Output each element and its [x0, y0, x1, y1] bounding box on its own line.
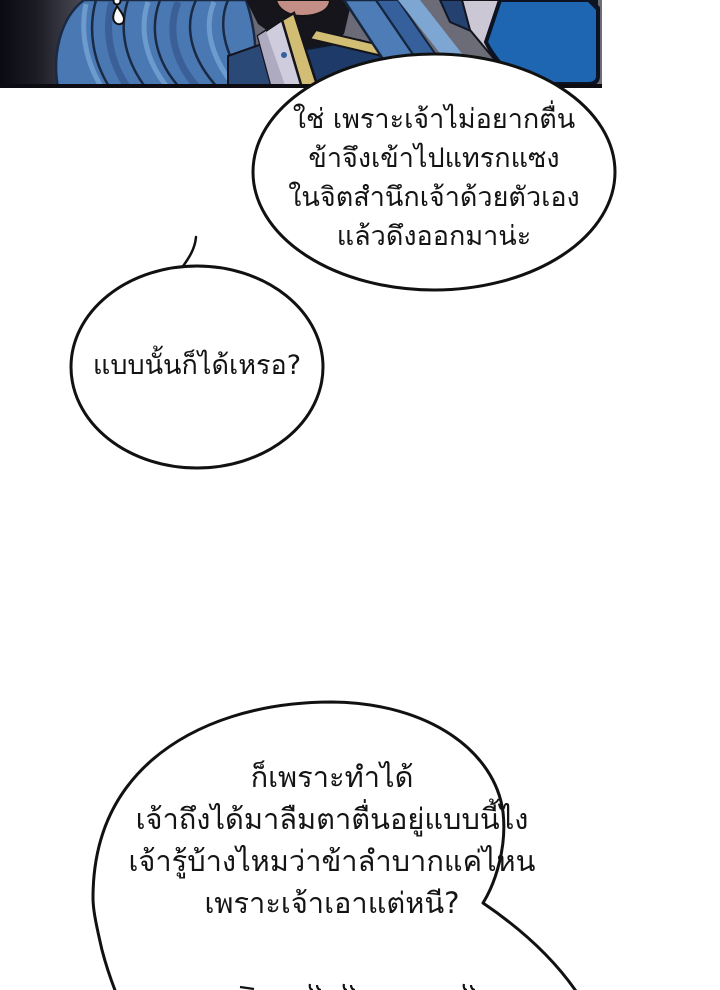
- dialogue-line: ในจิตสำนึกเจ้าด้วยตัวเอง: [288, 182, 580, 213]
- speech-bubble-middle-tail: [181, 237, 196, 269]
- speech-bubble-bottom-text: [100, 756, 564, 924]
- dialogue-line: ข้าจึงเข้าไปแทรกแซง: [308, 143, 560, 174]
- dialogue-line: ก็เพราะทำได้: [250, 760, 414, 794]
- dialogue-line: เพราะเจ้าเอาแต่หนี?: [204, 886, 460, 920]
- speech-bubble-middle-text: [77, 346, 317, 386]
- dialogue-line: เจ้าถึงได้มาลืมตาตื่นอยู่แบบนี้ไง: [135, 802, 529, 836]
- dialogue-line: แบบนั้นก็ได้เหรอ?: [92, 350, 302, 381]
- dialogue-line: แล้วดึงออกมาน่ะ: [336, 221, 532, 252]
- dialogue-line: ใช่ เพราะเจ้าไม่อยากตื่น: [292, 104, 576, 135]
- dialogue-line: เจ้ารู้บ้างไหมว่าข้าลำบากแค่ไหน: [128, 844, 536, 878]
- speech-bubble-top-text: [254, 100, 614, 256]
